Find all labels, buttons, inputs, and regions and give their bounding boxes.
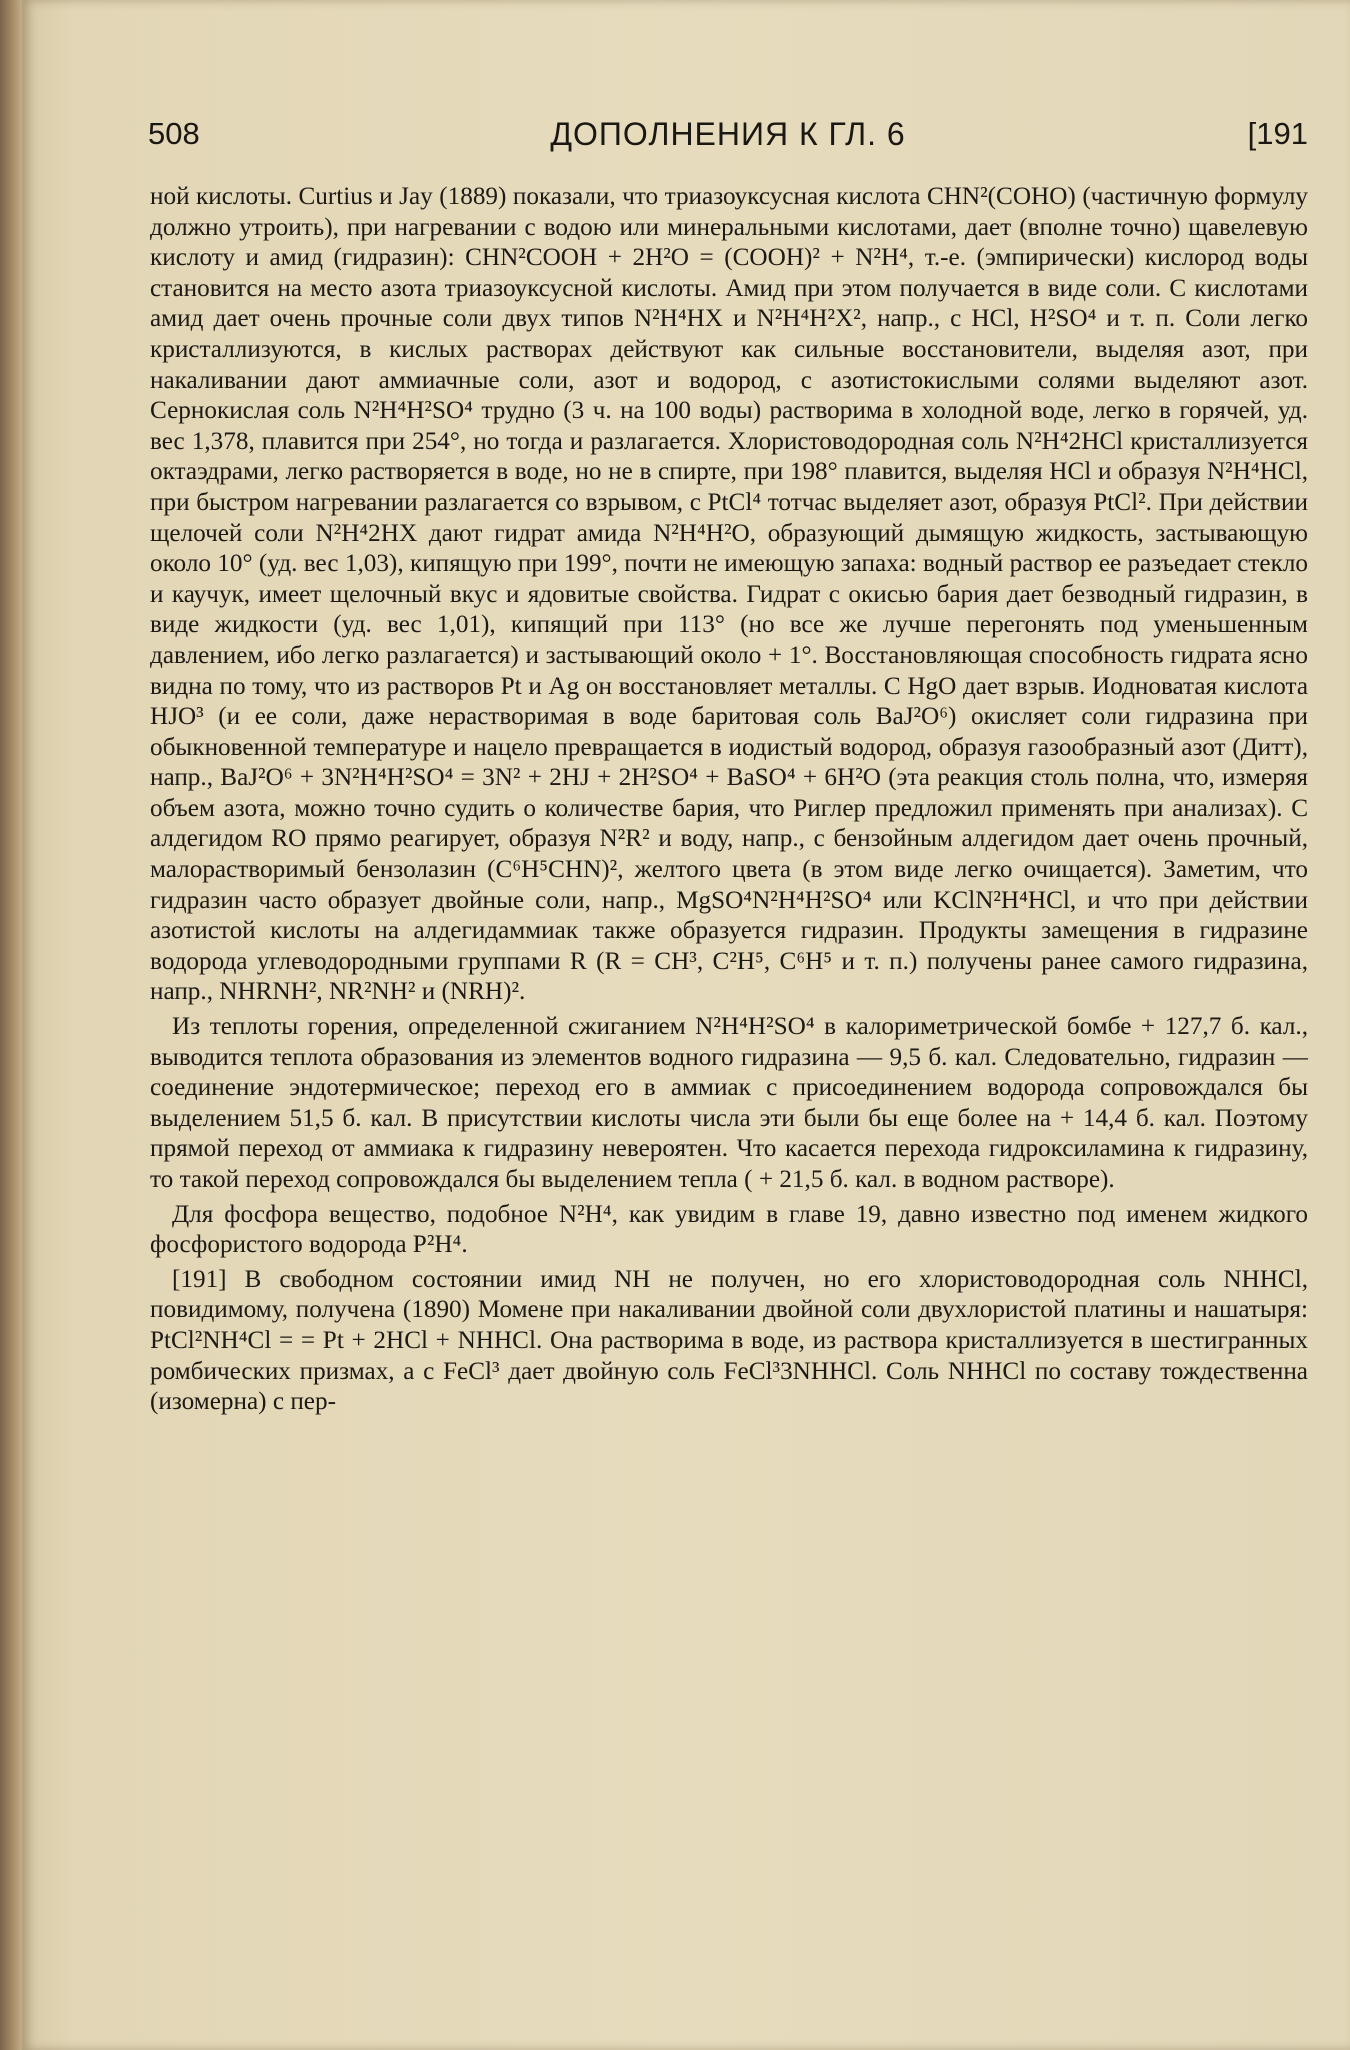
paragraph-3: Для фосфора вещество, подобное N²H⁴, как увидим в главе 19, давно известно под именем жидкого фосфористого водорода P²H⁴. — [150, 1200, 1308, 1259]
paragraph-2: Из теплоты горения, определенной сжиганием N²H⁴H²SO⁴ в калориметрической бомбе + 127,7 б. кал., выводится теплота образования из элементов водного гидразина — 9,5 б. кал. Следовательно, гидразин — соединение эндотермическое; переход его в аммиак с присоединением водорода сопровождался бы выделением 51,5 б. кал. В присутствии кислоты числа эти были бы еще более на + 14,4 б. кал. Поэтому прямой переход от аммиака к гидразину невероятен. Что касается перехода гидроксиламина к гидразину, то такой переход сопровождался бы выделением тепла ( + 21,5 б. кал. в водном растворе). — [150, 1013, 1308, 1193]
body-text — [150, 182, 1308, 1418]
chapter-title: ДОПОЛНЕНИЯ К ГЛ. 6 — [550, 116, 906, 152]
paragraph-1: ной кислоты. Curtius и Jay (1889) показали, что триазоуксусная кислота CHN²(COHO) (частичную формулу должно утроить), при нагревании с водою или минеральными кислотами, дает (вполне точно) щавелевую кислоту и амид (гидразин): CHN²COOH + 2H²O = (COOH)² + N²H⁴, т.-е. (эмпирически) кислород воды становится на место азота триазоуксусной кислоты. Амид при этом получается в виде соли. С кислотами амид дает очень прочные соли двух типов N²H⁴HX и N²H⁴H²X², напр., с HCl, H²SO⁴ и т. п. Соли легко кристаллизуются, в кислых растворах действуют как сильные восстановители, выделяя азот, при накаливании дают аммиачные соли, азот и водород, с азотистокислыми солями выделяют азот. Сернокислая соль N²H⁴H²SO⁴ трудно (3 ч. на 100 воды) растворима в холодной воде, легко в горячей, уд. вес 1,378, плавится при 254°, но тогда и разлагается. Хлористоводородная соль N²H⁴2HCl кристаллизуется октаэдрами, легко растворяется в воде, но не в спирте, при 198° плавится, выделяя HCl и образуя N²H⁴HCl, при быстром нагревании разлагается со взрывом, с PtCl⁴ тотчас выделяет азот, образуя PtCl². При действии щелочей соли N²H⁴2HX дают гидрат амида N²H⁴H²O, образующий дымящую жидкость, застывающую около 10° (уд. вес 1,03), кипящую при 199°, почти не имеющую запаха: водный раствор ее разъедает стекло и каучук, имеет щелочный вкус и ядовитые свойства. Гидрат с окисью бария дает безводный гидразин, в виде жидкости (уд. вес 1,01), кипящий при 113° (но все же лучше перегонять под уменьшенным давлением, ибо легко разлагается) и застывающий около + 1°. Восстановляющая способность гидрата ясно видна по тому, что из растворов Pt и Ag он восстановляет металлы. С HgO дает взрыв. Иодноватая кислота HJO³ (и ее соли, даже нерастворимая в воде баритовая соль BaJ²O⁶) окисляет соли гидразина при обыкновенной температуре и нацело превращается в иодистый водород, образуя газообразный азот (Дитт), напр., BaJ²O⁶ + 3N²H⁴H²SO⁴ = 3N² + 2HJ + 2H²SO⁴ + BaSO⁴ + 6H²O (эта реакция столь полна, что, измеряя объем азота, можно точно судить о количестве бария, что Риглер предложил применять при анализах). С алдегидом RO прямо реагирует, образуя N²R² и воду, напр., с бензойным алдегидом дает очень прочный, малорастворимый бензолазин (C⁶H⁵CHN)², желтого цвета (в этом виде легко очищается). Заметим, что гидразин часто образует двойные соли, напр., MgSO⁴N²H⁴H²SO⁴ или KClN²H⁴HCl, и что при действии азотистой кислоты на алдегидаммиак также образуется гидразин. Продукты замещения в гидразине водорода углеводородными группами R (R = CH³, C²H⁵, C⁶H⁵ и т. п.) получены ранее самого гидразина, напр., NHRNH², NR²NH² и (NRH)². — [150, 183, 1308, 1006]
paragraph-4: [191] В свободном состоянии имид NH не получен, но его хлористоводородная соль NHHCl, повидимому, получена (1890) Момене при накаливании двойной соли двухлористой платины и нашатыря: PtCl²NH⁴Cl = = Pt + 2HCl + NHHCl. Она растворима в воде, из раствора кристаллизуется в шестигранных ромбических призмах, а с FeCl³ дает двойную соль FeCl³3NHHCl. Соль NHHCl по составу тождественна (изомерна) с пер- — [150, 1265, 1308, 1416]
section-marker: [191 — [1247, 116, 1308, 151]
book-spine — [0, 0, 22, 2050]
running-header — [148, 112, 1308, 162]
page-number: 508 — [148, 116, 200, 151]
